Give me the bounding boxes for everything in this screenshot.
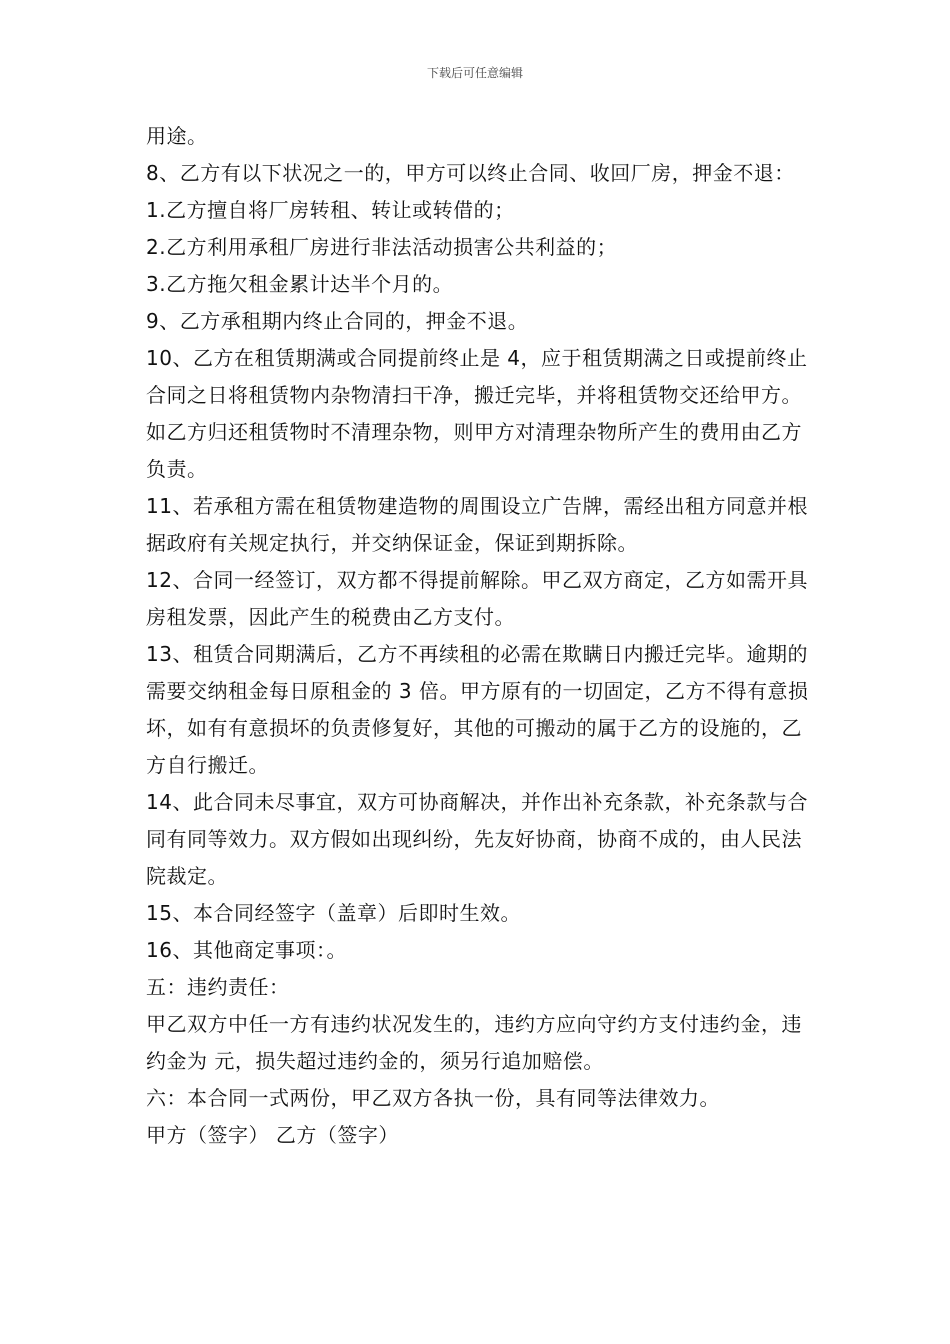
- clause-11: 11、若承租方需在租赁物建造物的周围设立广告牌，需经出租方同意并根据政府有关规定执行，并交纳保证金，保证到期拆除。: [146, 494, 808, 555]
- clause-13: 13、租赁合同期满后，乙方不再续租的必需在欺瞒日内搬迁完毕。逾期的需要交纳租金每日原租金的 3 倍。甲方原有的一切固定，乙方不得有意损坏，如有有意损坏的负责修复好，其他的可搬动的属于乙方的设施的，乙方自行搬迁。: [146, 642, 809, 777]
- signature-line: 甲方（签字） 乙方（签字）: [146, 1123, 399, 1147]
- clause-14: 14、此合同未尽事宜，双方可协商解决，并作出补充条款，补充条款与合同有同等效力。双方假如出现纠纷，先友好协商，协商不成的，由人民法院裁定。: [146, 790, 808, 888]
- paragraph-usage-end: 用途。: [146, 124, 208, 148]
- clause-9: 9、乙方承租期内终止合同的，押金不退。: [146, 309, 529, 333]
- clause-16: 16、其他商定事项：。: [146, 938, 347, 962]
- section-5-body: 甲乙双方中任一方有违约状况发生的，违约方应向守约方支付违约金，违约金为 元，损失超过违约金的，须另行追加赔偿。: [146, 1012, 802, 1073]
- section-6: 六：本合同一式两份，甲乙双方各执一份，具有同等法律效力。: [146, 1086, 720, 1110]
- section-5-heading: 五：违约责任：: [146, 975, 290, 999]
- clause-8-item-2: 2.乙方利用承租厂房进行非法活动损害公共利益的；: [146, 235, 618, 259]
- clause-10: 10、乙方在租赁期满或合同提前终止是 4，应于租赁期满之日或提前终止合同之日将租赁物内杂物清扫干净，搬迁完毕，并将租赁物交还给甲方。如乙方归还租赁物时不清理杂物，则甲方对清理杂物所产生的费用由乙方负责。: [146, 346, 808, 481]
- clause-15: 15、本合同经签字（盖章）后即时生效。: [146, 901, 521, 925]
- clause-8-item-1: 1.乙方擅自将厂房转租、转让或转借的；: [146, 198, 515, 222]
- clause-12: 12、合同一经签订，双方都不得提前解除。甲乙双方商定，乙方如需开具房租发票，因此产生的税费由乙方支付。: [146, 568, 808, 629]
- clause-8-item-3: 3.乙方拖欠租金累计达半个月的。: [146, 272, 454, 296]
- document-body: [146, 118, 810, 1154]
- page-header: 下载后可任意编辑: [426, 66, 523, 80]
- clause-8: 8、乙方有以下状况之一的，甲方可以终止合同、收回厂房，押金不退：: [146, 161, 795, 185]
